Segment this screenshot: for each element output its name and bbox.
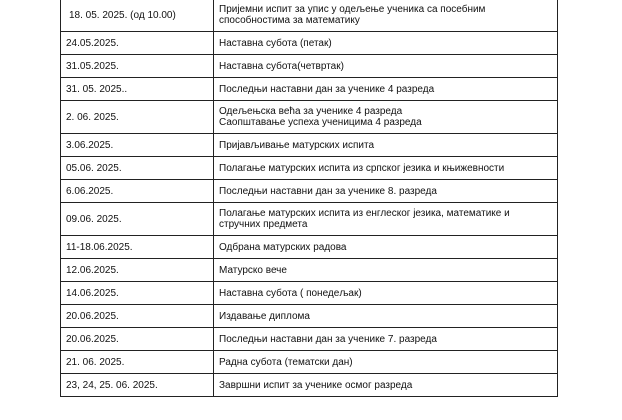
description-cell (214, 32, 558, 55)
table-row (61, 259, 558, 282)
date-cell: 09.06. 2025. (61, 203, 214, 236)
date-cell: 31. 05. 2025.. (61, 78, 214, 101)
date-cell: 23, 24, 25. 06. 2025. (61, 374, 214, 397)
table-row (61, 374, 558, 397)
description-cell (214, 134, 558, 157)
date-cell: 2. 06. 2025. (61, 101, 214, 134)
table-row (61, 0, 558, 32)
table-row (61, 203, 558, 236)
table-row (61, 101, 558, 134)
description-line: Пријемни испит за упис у одељење ученика са посебним (219, 4, 486, 15)
description-line: Наставна субота (петак) (219, 37, 332, 49)
description-line: Одбрана матурских радова (219, 241, 347, 253)
table-row (61, 32, 558, 55)
date-cell: 20.06.2025. (61, 328, 214, 351)
description-cell (214, 203, 558, 236)
date-cell: 12.06.2025. (61, 259, 214, 282)
description-line: Одељењска већа за ученике 4 разреда (219, 106, 403, 117)
table-row (61, 180, 558, 203)
description-cell (214, 101, 558, 134)
date-cell: 31.05.2025. (61, 55, 214, 78)
description-cell (214, 78, 558, 101)
date-cell: 11-18.06.2025. (61, 236, 214, 259)
date-cell: 18. 05. 2025. (од 10.00) (61, 0, 214, 32)
description-cell (214, 0, 558, 32)
description-line: Радна субота (тематски дан) (219, 356, 353, 368)
description-line: Завршни испит за ученике осмог разреда (219, 379, 413, 391)
description-line: Полагање матурских испита из енглеског језика, математике и (219, 208, 510, 219)
table-row (61, 236, 558, 259)
table-row (61, 328, 558, 351)
date-cell: 24.05.2025. (61, 32, 214, 55)
table-row (61, 55, 558, 78)
description-line: Последњи наставни дан за ученике 4 разреда (219, 83, 435, 95)
table-row (61, 305, 558, 328)
description-cell (214, 55, 558, 78)
description-line: Наставна субота(четвртак) (219, 60, 344, 72)
description-line: Наставна субота ( понедељак) (219, 287, 362, 299)
table-row (61, 78, 558, 101)
table-row (61, 157, 558, 180)
date-cell: 6.06.2025. (61, 180, 214, 203)
description-cell (214, 305, 558, 328)
date-cell: 05.06. 2025. (61, 157, 214, 180)
school-calendar-table (60, 0, 558, 397)
description-line: Последњи наставни дан за ученике 7. разреда (219, 333, 437, 345)
description-line: способностима за математику (219, 15, 360, 26)
table-row (61, 282, 558, 305)
description-cell (214, 351, 558, 374)
description-cell (214, 328, 558, 351)
date-cell: 14.06.2025. (61, 282, 214, 305)
description-line: Последњи наставни дан за ученике 8. разреда (219, 185, 437, 197)
table-row (61, 134, 558, 157)
description-line: стручних предмета (219, 219, 308, 230)
description-line: Саопштавање успеха ученицима 4 разреда (219, 117, 422, 128)
date-cell: 20.06.2025. (61, 305, 214, 328)
description-line: Издавање диплома (219, 310, 310, 322)
description-cell (214, 180, 558, 203)
date-cell: 3.06.2025. (61, 134, 214, 157)
description-cell (214, 236, 558, 259)
description-cell (214, 374, 558, 397)
date-cell: 21. 06. 2025. (61, 351, 214, 374)
description-line: Полагање матурских испита из српског језика и књижевности (219, 162, 505, 174)
table-row (61, 351, 558, 374)
description-cell (214, 259, 558, 282)
description-cell (214, 282, 558, 305)
description-line: Пријављивање матурских испита (219, 139, 375, 151)
description-cell (214, 157, 558, 180)
description-line: Матурско вече (219, 264, 287, 276)
